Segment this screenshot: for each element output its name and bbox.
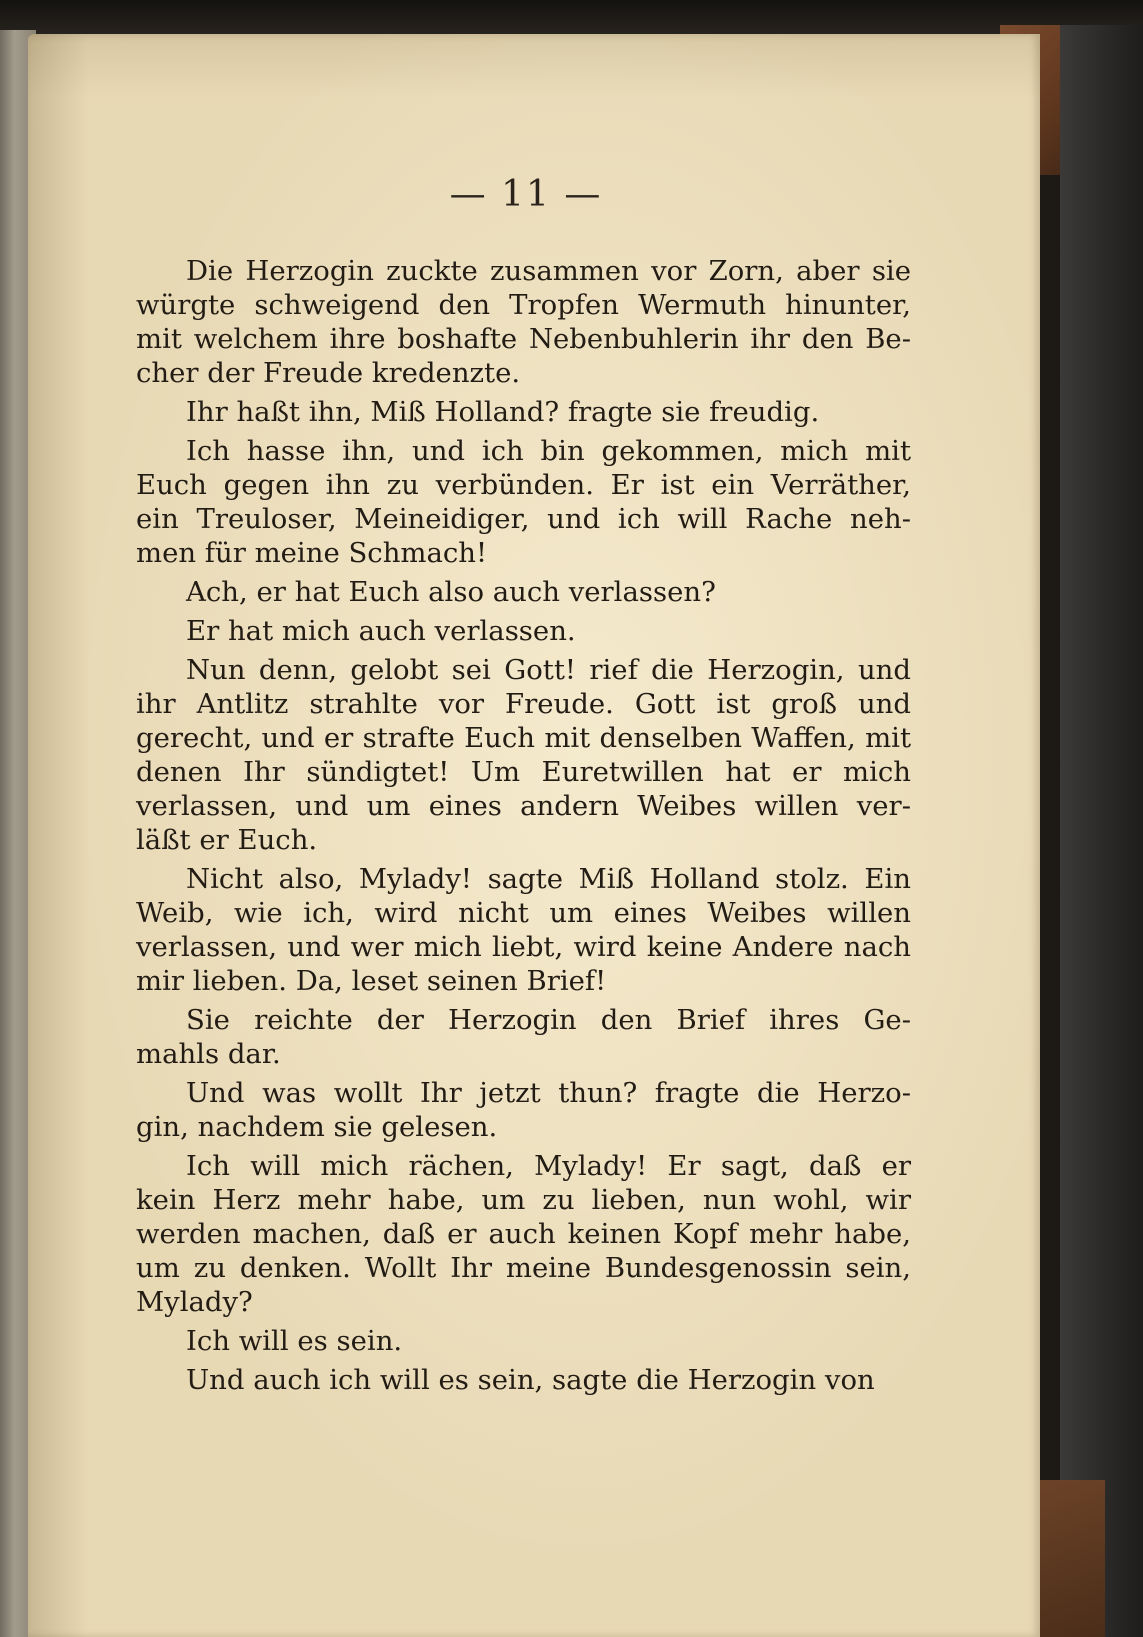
text-line: um zu denken. Wollt Ihr meine Bundesgenossin sein,	[136, 1252, 911, 1284]
paragraph	[136, 1076, 911, 1144]
paragraph	[136, 1003, 911, 1071]
text-line: Ich will es sein.	[186, 1325, 403, 1357]
paragraph	[136, 1149, 911, 1319]
text-line: Die Herzogin zuckte zusammen vor Zorn, aber sie	[186, 255, 911, 287]
paragraph	[136, 434, 911, 570]
text-line: mahls dar.	[136, 1038, 281, 1070]
book-cover-edge	[1060, 25, 1143, 1637]
text-line: Ihr haßt ihn, Miß Holland? fragte sie freudig.	[186, 396, 820, 428]
text-line: Nun denn, gelobt sei Gott! rief die Herzogin, und	[186, 654, 911, 686]
text-line: denen Ihr sündigtet! Um Euretwillen hat er mich	[136, 756, 911, 788]
text-line: mit welchem ihre boshafte Nebenbuhlerin ihr den Be-	[136, 323, 911, 355]
text-line: Und auch ich will es sein, sagte die Herzogin von	[186, 1364, 875, 1396]
text-line: Weib, wie ich, wird nicht um eines Weibes willen	[136, 897, 911, 929]
body-text	[136, 254, 911, 1402]
text-line: Und was wollt Ihr jetzt thun? fragte die Herzo-	[186, 1077, 911, 1109]
text-line: verlassen, und wer mich liebt, wird keine Andere nach	[136, 931, 911, 963]
text-line: cher der Freude kredenzte.	[136, 357, 521, 389]
paragraph	[136, 614, 911, 648]
paragraph	[136, 1363, 911, 1397]
text-line: Er hat mich auch verlassen.	[186, 615, 576, 647]
paragraph	[136, 395, 911, 429]
text-line: men für meine Schmach!	[136, 537, 488, 569]
text-line: würgte schweigend den Tropfen Wermuth hinunter,	[136, 289, 911, 321]
text-line: ihr Antlitz strahlte vor Freude. Gott ist groß und	[136, 688, 911, 720]
text-line: Mylady?	[136, 1286, 253, 1318]
paragraph	[136, 254, 911, 390]
text-line: verlassen, und um eines andern Weibes willen ver-	[136, 790, 911, 822]
text-line: mir lieben. Da, leset seinen Brief!	[136, 965, 607, 997]
text-line: kein Herz mehr habe, um zu lieben, nun wohl, wir	[136, 1184, 911, 1216]
text-line: werden machen, daß er auch keinen Kopf mehr habe,	[136, 1218, 911, 1250]
text-line: läßt er Euch.	[136, 824, 318, 856]
text-line: Euch gegen ihn zu verbünden. Er ist ein Verräther,	[136, 469, 911, 501]
paragraph	[136, 862, 911, 998]
text-line: gin, nachdem sie gelesen.	[136, 1111, 498, 1143]
paragraph	[136, 575, 911, 609]
text-line: Nicht also, Mylady! sagte Miß Holland stolz. Ein	[186, 863, 911, 895]
page-number: — 11 —	[449, 174, 603, 215]
text-line: Ach, er hat Euch also auch verlassen?	[186, 576, 716, 608]
paragraph	[136, 653, 911, 857]
text-line: Ich hasse ihn, und ich bin gekommen, mich mit	[186, 435, 911, 467]
text-line: gerecht, und er strafte Euch mit denselben Waffen, mit	[136, 722, 911, 754]
book-page	[28, 34, 1040, 1637]
text-line: ein Treuloser, Meineidiger, und ich will Rache neh-	[136, 503, 911, 535]
text-line: Sie reichte der Herzogin den Brief ihres Ge-	[186, 1004, 911, 1036]
paragraph	[136, 1324, 911, 1358]
text-line: Ich will mich rächen, Mylady! Er sagt, daß er	[186, 1150, 911, 1182]
